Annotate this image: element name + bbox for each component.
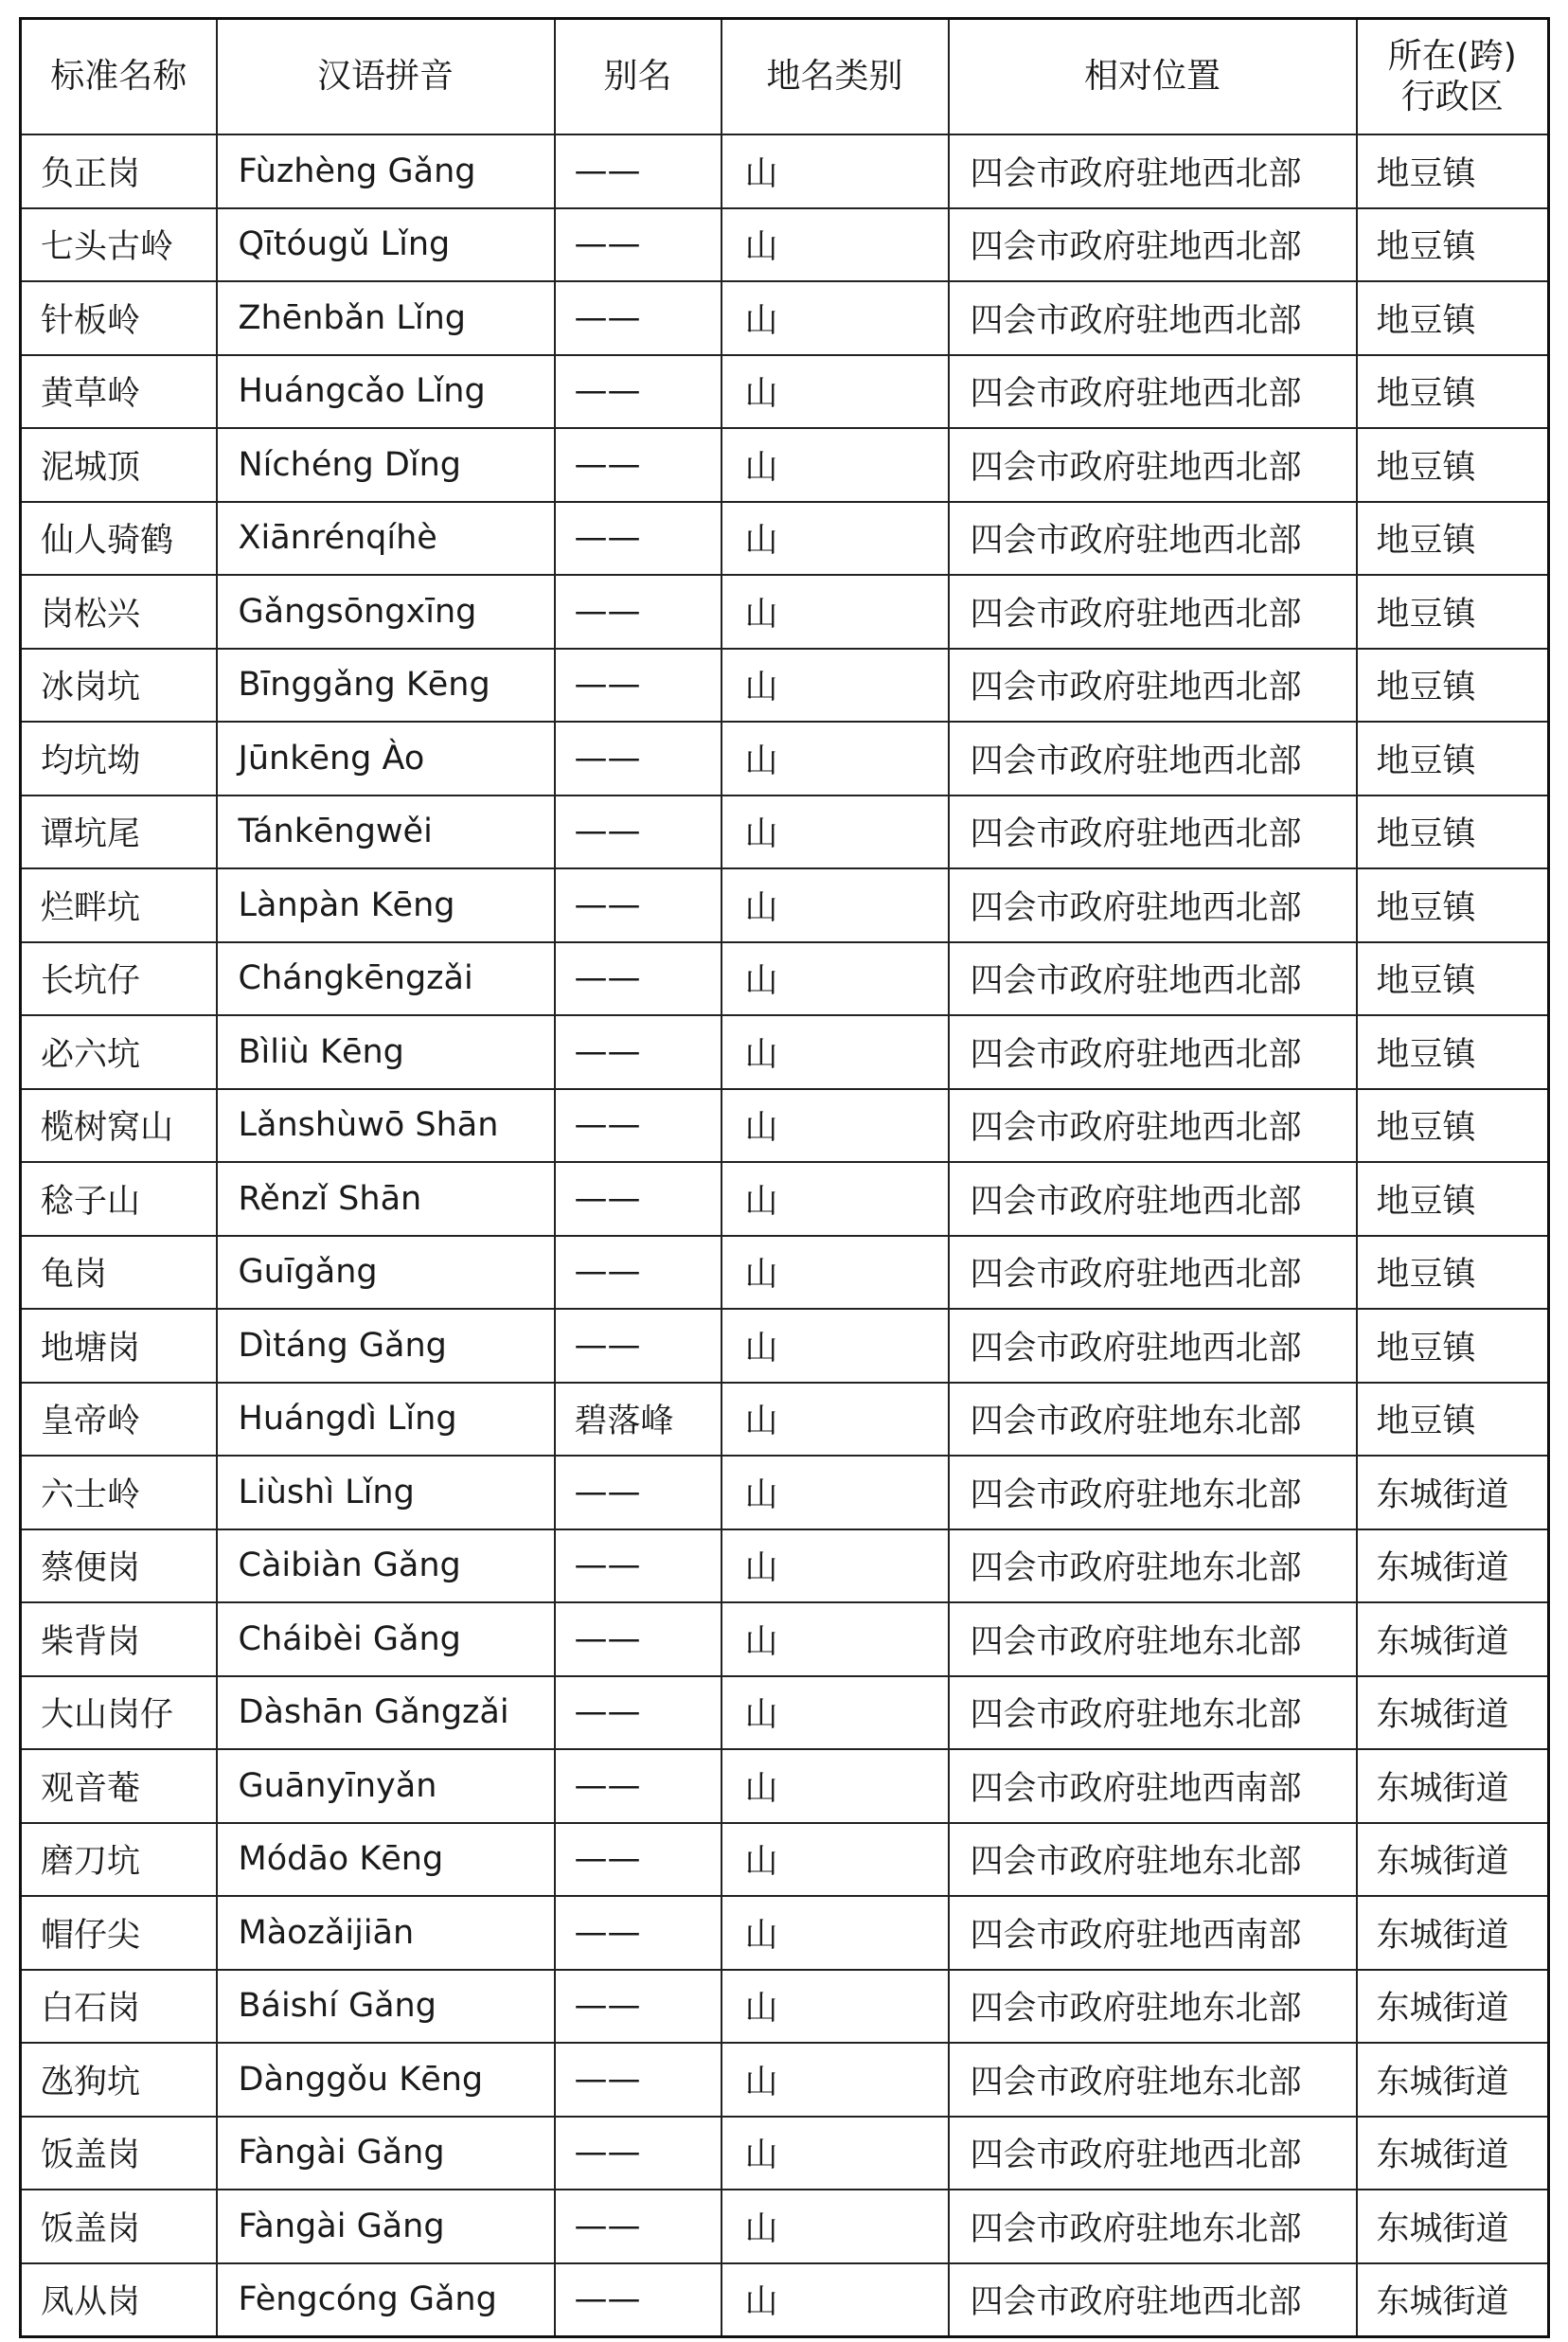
alias-cell: —— [555,355,722,429]
standard-name-cell: 仙人骑鹤 [21,502,217,576]
table-row [21,575,1549,649]
header-admin-region [1357,19,1549,135]
admin-region-cell: 东城街道 [1357,1823,1549,1897]
admin-region-cell: 地豆镇 [1357,796,1549,869]
place-type-cell: 山 [722,1383,949,1457]
relative-position-cell: 四会市政府驻地西北部 [949,722,1357,796]
alias-cell: —— [555,2043,722,2117]
relative-position-cell: 四会市政府驻地东北部 [949,1456,1357,1529]
place-type-cell: 山 [722,502,949,576]
table-row [21,281,1549,355]
relative-position-cell: 四会市政府驻地西北部 [949,428,1357,502]
standard-name-cell: 皇帝岭 [21,1383,217,1457]
table-body [21,134,1549,2337]
pinyin-cell: Jūnkēng Ào [217,722,555,796]
place-type-cell: 山 [722,1823,949,1897]
table-row [21,1823,1549,1897]
admin-region-cell: 地豆镇 [1357,1309,1549,1383]
admin-region-cell: 地豆镇 [1357,722,1549,796]
relative-position-cell: 四会市政府驻地西北部 [949,134,1357,208]
alias-cell: —— [555,796,722,869]
admin-region-cell: 东城街道 [1357,2117,1549,2190]
alias-cell: 碧落峰 [555,1383,722,1457]
admin-region-cell: 地豆镇 [1357,1383,1549,1457]
standard-name-cell: 磨刀坑 [21,1823,217,1897]
pinyin-cell: Fùzhèng Gǎng [217,134,555,208]
alias-cell: —— [555,2190,722,2263]
table-row [21,134,1549,208]
relative-position-cell: 四会市政府驻地西北部 [949,2117,1357,2190]
admin-region-cell: 东城街道 [1357,1529,1549,1603]
admin-region-cell: 东城街道 [1357,2263,1549,2337]
relative-position-cell: 四会市政府驻地西北部 [949,942,1357,1016]
pinyin-cell: Liùshì Lǐng [217,1456,555,1529]
relative-position-cell: 四会市政府驻地东北部 [949,1823,1357,1897]
standard-name-cell: 柴背岗 [21,1602,217,1676]
pinyin-cell: Lǎnshùwō Shān [217,1089,555,1163]
relative-position-cell: 四会市政府驻地西北部 [949,1015,1357,1089]
place-type-cell: 山 [722,2190,949,2263]
alias-cell: —— [555,1749,722,1823]
pinyin-cell: Báishí Gǎng [217,1970,555,2044]
standard-name-cell: 大山岗仔 [21,1676,217,1750]
place-type-cell: 山 [722,1089,949,1163]
relative-position-cell: 四会市政府驻地西北部 [949,1309,1357,1383]
table-row [21,428,1549,502]
place-type-cell: 山 [722,942,949,1016]
table-row [21,502,1549,576]
header-pinyin: 汉语拼音 [217,19,555,135]
place-type-cell: 山 [722,134,949,208]
relative-position-cell: 四会市政府驻地东北部 [949,1676,1357,1750]
admin-region-cell: 东城街道 [1357,2043,1549,2117]
place-type-cell: 山 [722,1309,949,1383]
table-row [21,2263,1549,2337]
header-alias: 别名 [555,19,722,135]
table-row [21,208,1549,282]
table-header-row [21,19,1549,135]
table-row [21,1236,1549,1310]
admin-region-cell: 地豆镇 [1357,1162,1549,1236]
relative-position-cell: 四会市政府驻地西北部 [949,1162,1357,1236]
standard-name-cell: 均坑坳 [21,722,217,796]
place-type-cell: 山 [722,1602,949,1676]
alias-cell: —— [555,1162,722,1236]
table-row [21,1162,1549,1236]
header-admin-region-line2: 行政区 [1400,78,1504,116]
table-row [21,722,1549,796]
pinyin-cell: Cháibèi Gǎng [217,1602,555,1676]
place-type-cell: 山 [722,1749,949,1823]
alias-cell: —— [555,722,722,796]
alias-cell: —— [555,1456,722,1529]
table-row [21,1015,1549,1089]
standard-name-cell: 黄草岭 [21,355,217,429]
alias-cell: —— [555,281,722,355]
place-type-cell: 山 [722,2117,949,2190]
place-type-cell: 山 [722,1456,949,1529]
table-row [21,649,1549,723]
standard-name-cell: 针板岭 [21,281,217,355]
admin-region-cell: 东城街道 [1357,1896,1549,1970]
pinyin-cell: Fàngài Gǎng [217,2190,555,2263]
admin-region-cell: 地豆镇 [1357,1236,1549,1310]
admin-region-cell: 地豆镇 [1357,1015,1549,1089]
pinyin-cell: Dànggǒu Kēng [217,2043,555,2117]
place-type-cell: 山 [722,1529,949,1603]
relative-position-cell: 四会市政府驻地东北部 [949,1602,1357,1676]
admin-region-cell: 地豆镇 [1357,868,1549,942]
place-type-cell: 山 [722,428,949,502]
standard-name-cell: 榄树窝山 [21,1089,217,1163]
table-row [21,2043,1549,2117]
standard-name-cell: 地塘岗 [21,1309,217,1383]
place-type-cell: 山 [722,1970,949,2044]
alias-cell: —— [555,942,722,1016]
relative-position-cell: 四会市政府驻地东北部 [949,2190,1357,2263]
standard-name-cell: 氹狗坑 [21,2043,217,2117]
pinyin-cell: Níchéng Dǐng [217,428,555,502]
table-row [21,1970,1549,2044]
alias-cell: —— [555,1602,722,1676]
pinyin-cell: Càibiàn Gǎng [217,1529,555,1603]
pinyin-cell: Gǎngsōngxīng [217,575,555,649]
alias-cell: —— [555,1309,722,1383]
relative-position-cell: 四会市政府驻地西南部 [949,1896,1357,1970]
place-type-cell: 山 [722,281,949,355]
standard-name-cell: 负正岗 [21,134,217,208]
pinyin-cell: Módāo Kēng [217,1823,555,1897]
table-row [21,1676,1549,1750]
alias-cell: —— [555,868,722,942]
table-row [21,2190,1549,2263]
admin-region-cell: 东城街道 [1357,1749,1549,1823]
relative-position-cell: 四会市政府驻地东北部 [949,1970,1357,2044]
relative-position-cell: 四会市政府驻地西北部 [949,575,1357,649]
alias-cell: —— [555,428,722,502]
standard-name-cell: 观音菴 [21,1749,217,1823]
relative-position-cell: 四会市政府驻地西北部 [949,649,1357,723]
alias-cell: —— [555,502,722,576]
relative-position-cell: 四会市政府驻地西北部 [949,281,1357,355]
alias-cell: —— [555,2117,722,2190]
alias-cell: —— [555,649,722,723]
admin-region-cell: 地豆镇 [1357,649,1549,723]
table-row [21,1896,1549,1970]
admin-region-cell: 东城街道 [1357,1970,1549,2044]
place-type-cell: 山 [722,1676,949,1750]
place-type-cell: 山 [722,355,949,429]
relative-position-cell: 四会市政府驻地西北部 [949,208,1357,282]
table-row [21,796,1549,869]
table-row [21,1602,1549,1676]
admin-region-cell: 地豆镇 [1357,1089,1549,1163]
relative-position-cell: 四会市政府驻地西北部 [949,1089,1357,1163]
relative-position-cell: 四会市政府驻地西北部 [949,868,1357,942]
alias-cell: —— [555,1089,722,1163]
place-type-cell: 山 [722,1015,949,1089]
admin-region-cell: 地豆镇 [1357,575,1549,649]
standard-name-cell: 必六坑 [21,1015,217,1089]
table-row [21,1309,1549,1383]
pinyin-cell: Guānyīnyǎn [217,1749,555,1823]
alias-cell: —— [555,1015,722,1089]
place-type-cell: 山 [722,575,949,649]
alias-cell: —— [555,208,722,282]
pinyin-cell: Lànpàn Kēng [217,868,555,942]
place-type-cell: 山 [722,722,949,796]
pinyin-cell: Guīgǎng [217,1236,555,1310]
table-row [21,1749,1549,1823]
admin-region-cell: 东城街道 [1357,1602,1549,1676]
relative-position-cell: 四会市政府驻地西北部 [949,1236,1357,1310]
pinyin-cell: Xiānrénqíhè [217,502,555,576]
standard-name-cell: 龟岗 [21,1236,217,1310]
pinyin-cell: Dàshān Gǎngzǎi [217,1676,555,1750]
standard-name-cell: 饭盖岗 [21,2190,217,2263]
alias-cell: —— [555,1896,722,1970]
standard-name-cell: 白石岗 [21,1970,217,2044]
place-type-cell: 山 [722,796,949,869]
admin-region-cell: 地豆镇 [1357,355,1549,429]
admin-region-cell: 东城街道 [1357,1456,1549,1529]
admin-region-cell: 地豆镇 [1357,208,1549,282]
relative-position-cell: 四会市政府驻地西北部 [949,355,1357,429]
relative-position-cell: 四会市政府驻地西北部 [949,502,1357,576]
pinyin-cell: Chángkēngzǎi [217,942,555,1016]
table-row [21,1456,1549,1529]
table-row [21,868,1549,942]
alias-cell: —— [555,1970,722,2044]
relative-position-cell: 四会市政府驻地西北部 [949,2263,1357,2337]
admin-region-cell: 地豆镇 [1357,134,1549,208]
standard-name-cell: 凤从岗 [21,2263,217,2337]
standard-name-cell: 岗松兴 [21,575,217,649]
place-name-table [19,17,1550,2338]
alias-cell: —— [555,1676,722,1750]
standard-name-cell: 冰岗坑 [21,649,217,723]
header-standard-name: 标准名称 [21,19,217,135]
pinyin-cell: Huángdì Lǐng [217,1383,555,1457]
header-relative-position: 相对位置 [949,19,1357,135]
header-admin-region-line1: 所在(跨) [1387,36,1517,76]
standard-name-cell: 七头古岭 [21,208,217,282]
place-type-cell: 山 [722,649,949,723]
relative-position-cell: 四会市政府驻地东北部 [949,1529,1357,1603]
table-row [21,1383,1549,1457]
standard-name-cell: 泥城顶 [21,428,217,502]
pinyin-cell: Bìliù Kēng [217,1015,555,1089]
table-row [21,1529,1549,1603]
standard-name-cell: 饭盖岗 [21,2117,217,2190]
admin-region-cell: 地豆镇 [1357,942,1549,1016]
pinyin-cell: Huángcǎo Lǐng [217,355,555,429]
alias-cell: —— [555,1236,722,1310]
place-type-cell: 山 [722,1162,949,1236]
pinyin-cell: Màozǎijiān [217,1896,555,1970]
alias-cell: —— [555,134,722,208]
table-row [21,355,1549,429]
admin-region-cell: 地豆镇 [1357,502,1549,576]
pinyin-cell: Rěnzǐ Shān [217,1162,555,1236]
pinyin-cell: Dìtáng Gǎng [217,1309,555,1383]
pinyin-cell: Qītóugǔ Lǐng [217,208,555,282]
admin-region-cell: 地豆镇 [1357,281,1549,355]
alias-cell: —— [555,575,722,649]
standard-name-cell: 蔡便岗 [21,1529,217,1603]
pinyin-cell: Fèngcóng Gǎng [217,2263,555,2337]
relative-position-cell: 四会市政府驻地西北部 [949,796,1357,869]
admin-region-cell: 东城街道 [1357,1676,1549,1750]
place-type-cell: 山 [722,868,949,942]
relative-position-cell: 四会市政府驻地西南部 [949,1749,1357,1823]
pinyin-cell: Tánkēngwěi [217,796,555,869]
standard-name-cell: 谭坑尾 [21,796,217,869]
header-place-type: 地名类别 [722,19,949,135]
table-row [21,942,1549,1016]
admin-region-cell: 东城街道 [1357,2190,1549,2263]
standard-name-cell: 六士岭 [21,1456,217,1529]
standard-name-cell: 帽仔尖 [21,1896,217,1970]
standard-name-cell: 稔子山 [21,1162,217,1236]
place-type-cell: 山 [722,1236,949,1310]
place-type-cell: 山 [722,208,949,282]
alias-cell: —— [555,1529,722,1603]
standard-name-cell: 烂畔坑 [21,868,217,942]
alias-cell: —— [555,2263,722,2337]
alias-cell: —— [555,1823,722,1897]
place-type-cell: 山 [722,1896,949,1970]
admin-region-cell: 地豆镇 [1357,428,1549,502]
pinyin-cell: Zhēnbǎn Lǐng [217,281,555,355]
pinyin-cell: Bīnggǎng Kēng [217,649,555,723]
table-row [21,2117,1549,2190]
relative-position-cell: 四会市政府驻地东北部 [949,1383,1357,1457]
standard-name-cell: 长坑仔 [21,942,217,1016]
place-type-cell: 山 [722,2043,949,2117]
place-type-cell: 山 [722,2263,949,2337]
pinyin-cell: Fàngài Gǎng [217,2117,555,2190]
relative-position-cell: 四会市政府驻地东北部 [949,2043,1357,2117]
table-row [21,1089,1549,1163]
